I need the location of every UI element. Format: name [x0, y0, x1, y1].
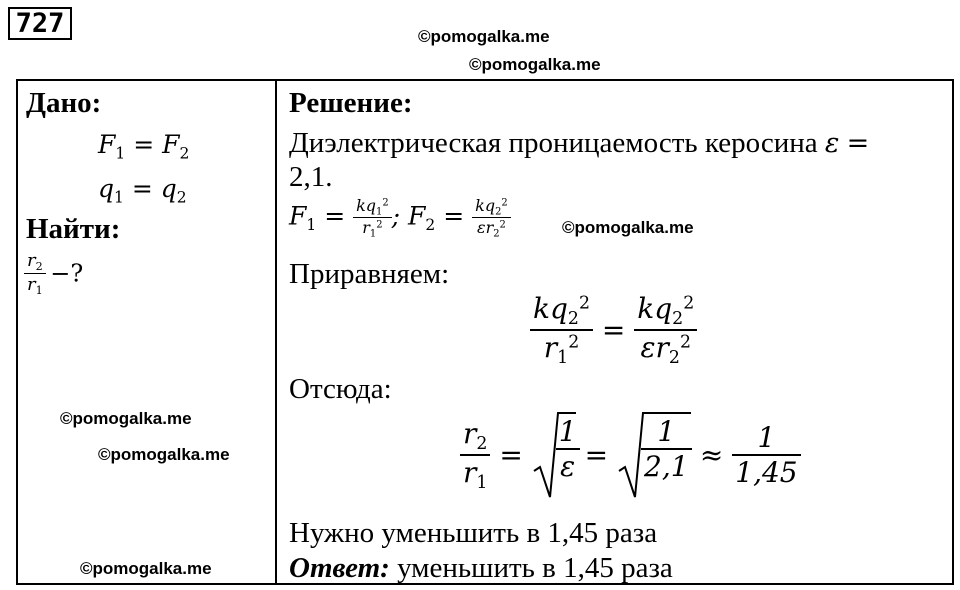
problem-number: 727 — [8, 7, 72, 40]
given-heading: Дано: — [26, 87, 102, 119]
watermark: ©pomogalka.me — [469, 55, 601, 74]
answer-label: Ответ: — [289, 552, 390, 584]
permittivity-line: Диэлектрическая проницаемость керосина ε = — [289, 127, 870, 159]
solution-heading: Решение: — [289, 87, 413, 119]
square-root-value: $\frac{1}{2,1}$ — [617, 411, 691, 499]
equated-forces: $\frac{kq_2^2}{r_1^2}$ = $\frac{kq_2^2}{\varepsilon r_2^2}$ — [530, 292, 697, 368]
permittivity-value: 2,1. — [289, 161, 333, 193]
watermark: ©pomogalka.me — [418, 27, 550, 46]
watermark: ©pomogalka.me — [98, 445, 230, 464]
watermark: ©pomogalka.me — [80, 559, 212, 578]
square-root-epsilon: $\frac{1}{\varepsilon}$ — [532, 411, 576, 499]
coulomb-formulas: $F_1$ = $\frac{kq_1^2}{r_1^2}$ ; $F_2$ = $\frac{kq_2^2}{\varepsilon r_2^2}$ — [289, 196, 511, 240]
find-heading: Найти: — [26, 213, 121, 245]
watermark: ©pomogalka.me — [562, 218, 694, 237]
given-equation-forces: $F_1 = F_2$ — [98, 130, 190, 163]
answer — [289, 551, 673, 585]
conclusion: Нужно уменьшить в 1,45 раза — [289, 517, 658, 549]
answer-text: уменьшить в 1,45 раза — [397, 552, 673, 584]
ratio-result: $\frac{r_2}{r_1}$ = $\frac{1}{\varepsilon}$ = $\frac{1}{2,1}$ ≈ $\frac{1}{1,45}$ — [460, 411, 801, 499]
given-equation-charges: $q_1 = q_2$ — [98, 174, 187, 207]
hence-label: Отсюда: — [289, 373, 392, 405]
column-divider — [275, 79, 277, 585]
find-ratio: $\frac{r_2}{r_1}$ −? — [24, 250, 83, 297]
equate-label: Приравняем: — [289, 258, 450, 290]
watermark: ©pomogalka.me — [60, 409, 192, 428]
